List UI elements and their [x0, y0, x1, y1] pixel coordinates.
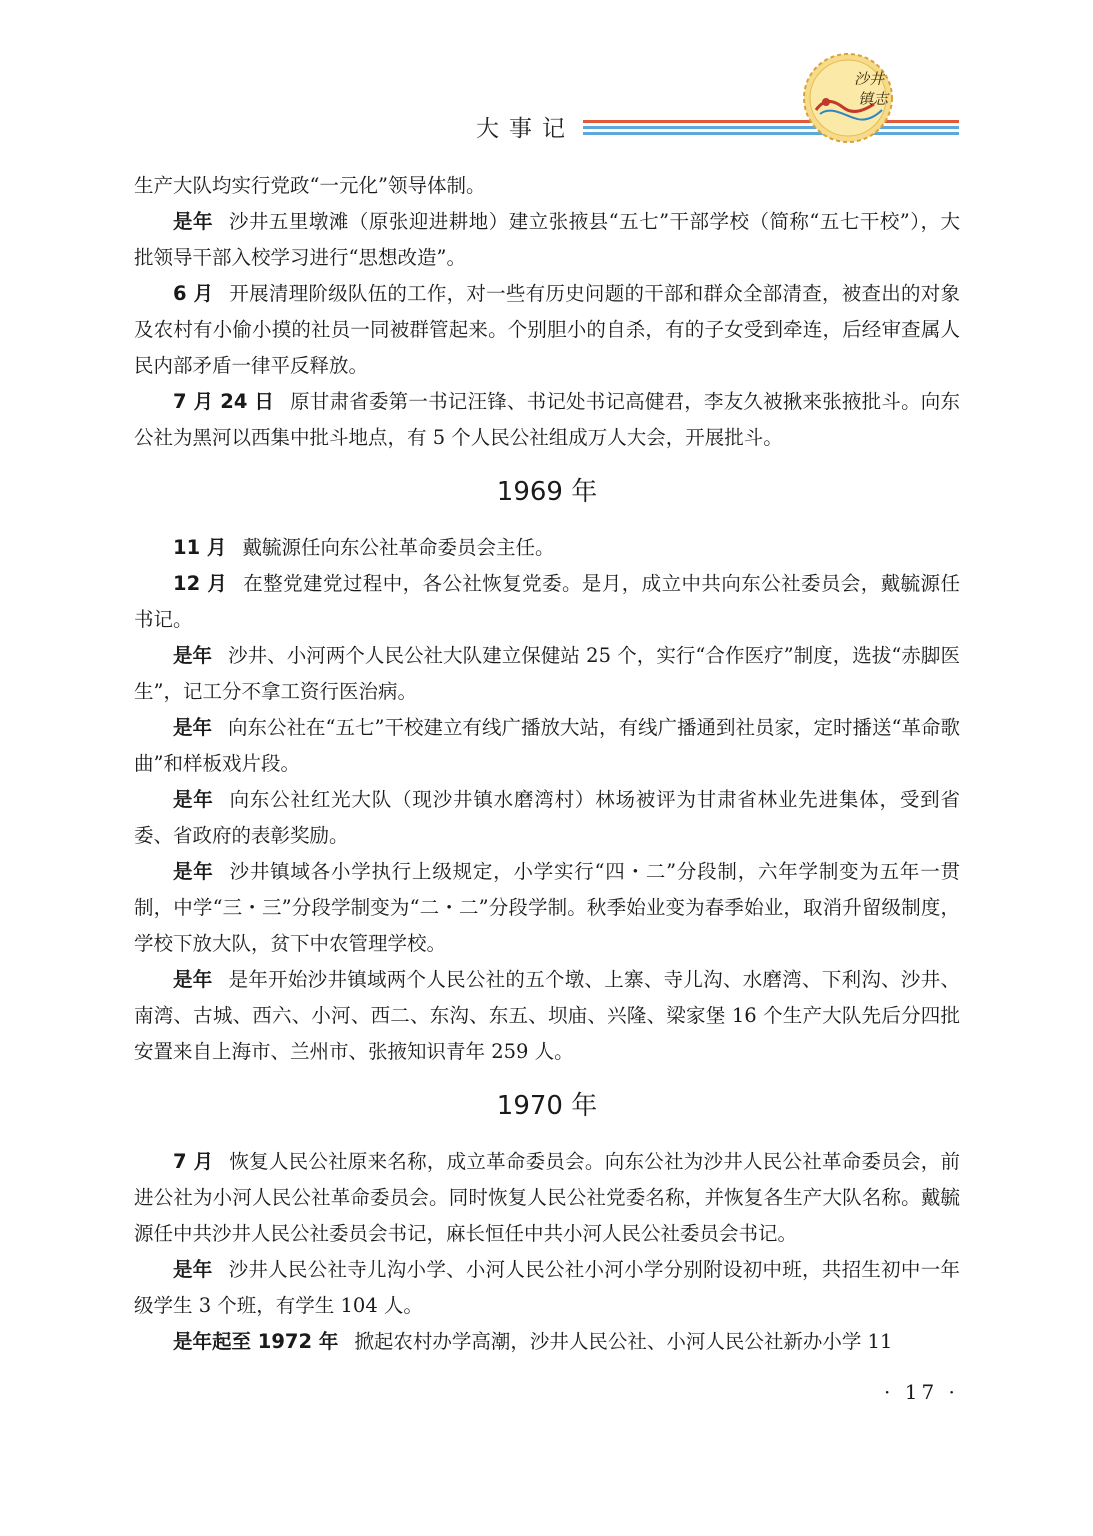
entry-paragraph: 是年 沙井、小河两个人民公社大队建立保健站 25 个，实行“合作医疗”制度，选拔“赤脚医生”，记工分不拿工资行医治病。: [134, 644, 960, 703]
town-gazetteer-seal-logo: [802, 52, 894, 144]
entry-paragraph: 是年 向东公社在“五七”干校建立有线广播放大站，有线广播通到社员家，定时播送“革命歌曲”和样板戏片段。: [134, 716, 960, 775]
entry-date: 是年: [173, 716, 213, 739]
entry-paragraph: 是年 沙井人民公社寺儿沟小学、小河人民公社小河小学分别附设初中班，共招生初中一年级学生 3 个班，有学生 104 人。: [134, 1258, 960, 1317]
section-title: 大事记: [476, 116, 575, 142]
year-heading-1970: 1970 年: [496, 1091, 598, 1121]
header-rule-blue-2: [583, 132, 959, 135]
entry-paragraph: 7 月 24 日 原甘肃省委第一书记汪锋、书记处书记高健君，李友久被揪来张掖批斗。向东公社为黑河以西集中批斗地点，有 5 个人民公社组成万人大会，开展批斗。: [134, 390, 960, 449]
svg-text:镇志: 镇志: [858, 90, 889, 108]
entry-paragraph: 7 月 恢复人民公社原来名称，成立革命委员会。向东公社为沙井人民公社革命委员会，前进公社为小河人民公社革命委员会。同时恢复人民公社党委名称，并恢复各生产大队名称。戴毓源任中共沙井人民公社委员会书记，麻长恒任中共小河人民公社委员会书记。: [134, 1150, 960, 1245]
year-heading-1969: 1969 年: [496, 477, 598, 507]
entry-date: 是年: [173, 210, 213, 233]
entry-paragraph: 6 月 开展清理阶级队伍的工作，对一些有历史问题的干部和群众全部清查，被查出的对象及农村有小偷小摸的社员一同被群管起来。个别胆小的自杀，有的子女受到牵连，后经审查属人民内部矛盾一律平反释放。: [134, 282, 960, 377]
entry-date: 是年: [173, 1258, 213, 1281]
entry-date: 7 月: [173, 1150, 214, 1173]
entry-date: 是年: [173, 968, 213, 991]
entry-paragraph: 是年起至 1972 年 掀起农村办学高潮，沙井人民公社、小河人民公社新办小学 11: [173, 1330, 893, 1353]
entry-date: 7 月 24 日: [173, 390, 275, 413]
entry-paragraph: 是年 向东公社红光大队（现沙井镇水磨湾村）林场被评为甘肃省林业先进集体，受到省委、省政府的表彰奖励。: [134, 788, 960, 847]
entry-paragraph: 11 月 戴毓源任向东公社革命委员会主任。: [173, 536, 555, 559]
entry-date: 是年起至 1972 年: [173, 1330, 339, 1353]
entry-date: 6 月: [173, 282, 214, 305]
page-body: [134, 168, 960, 1360]
entry-paragraph: 是年 沙井镇域各小学执行上级规定，小学实行“四・二”分段制，六年学制变为五年一贯制，中学“三・三”分段学制变为“二・二”分段学制。秋季始业变为春季始业，取消升留级制度，学校下放大队，贫下中农管理学校。: [134, 860, 960, 955]
entry-paragraph: 是年 是年开始沙井镇域两个人民公社的五个墩、上寨、寺儿沟、水磨湾、下利沟、沙井、南湾、古城、西六、小河、西二、东沟、东五、坝庙、兴隆、梁家堡 16 个生产大队先后分四批安置来自上海市、兰州市、张掖知识青年 259 人。: [134, 968, 960, 1063]
header-rule-red: [583, 120, 959, 123]
entry-date: 11 月: [173, 536, 227, 559]
page-number: · 17 ·: [884, 1380, 959, 1404]
entry-date: 是年: [173, 788, 214, 811]
entry-date: 是年: [173, 860, 214, 883]
svg-text:沙井: 沙井: [854, 70, 885, 88]
entry-date: 是年: [173, 644, 213, 667]
entry-paragraph: 是年 沙井五里墩滩（原张迎进耕地）建立张掖县“五七”干部学校（简称“五七干校”），大批领导干部入校学习进行“思想改造”。: [134, 210, 960, 269]
page-header: [0, 0, 1093, 150]
entry-date: 12 月: [173, 572, 228, 595]
header-rule-blue-1: [583, 126, 959, 129]
entry-paragraph: 生产大队均实行党政“一元化”领导体制。: [134, 174, 486, 197]
entry-paragraph: 12 月 在整党建党过程中，各公社恢复党委。是月，成立中共向东公社委员会，戴毓源任书记。: [134, 572, 960, 631]
